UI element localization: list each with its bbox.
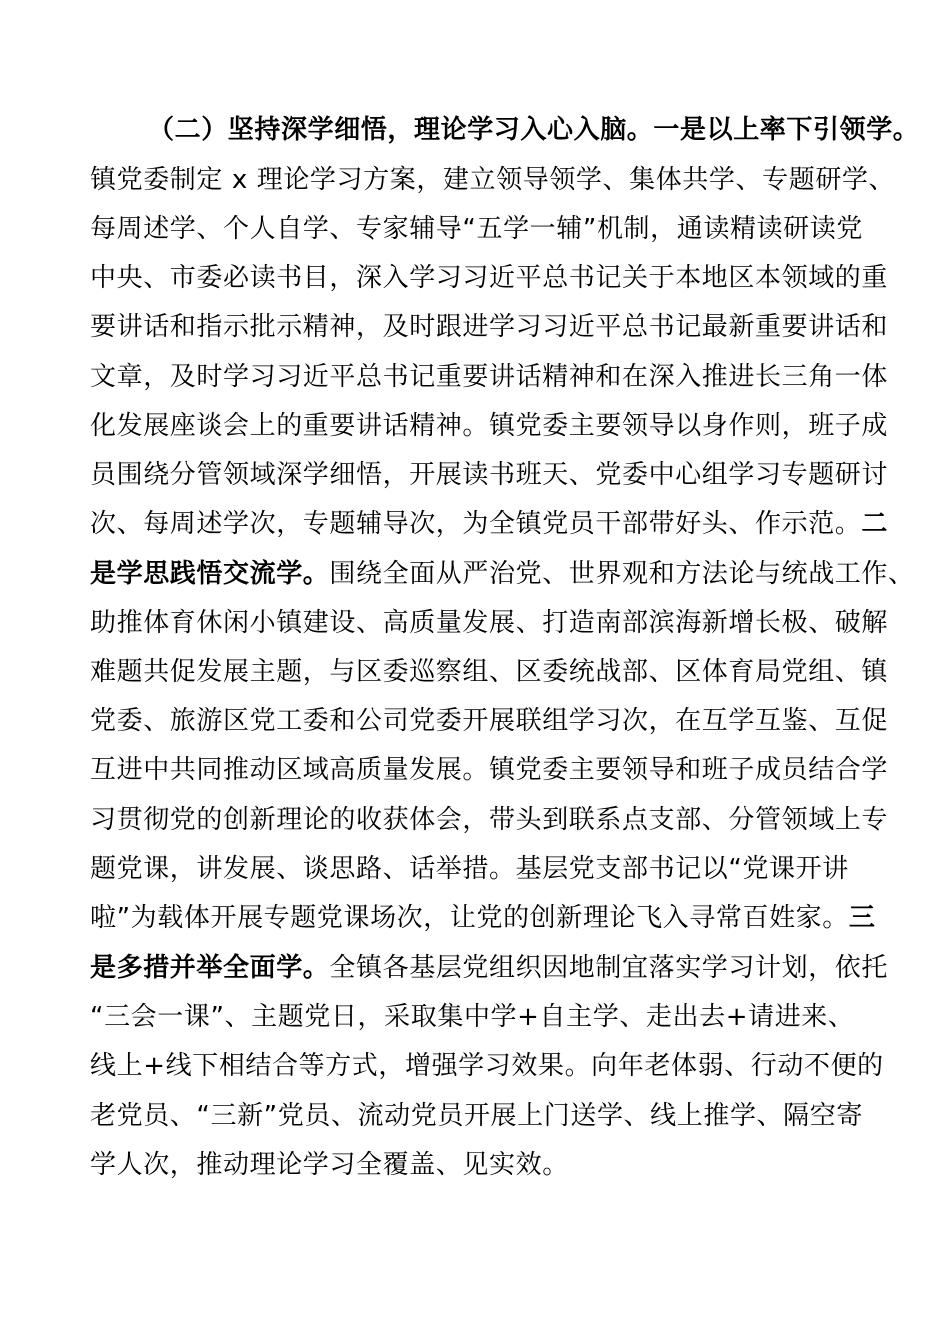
bold-heading: 二 <box>861 509 889 539</box>
line-text: 互进中共同推动区域高质量发展。镇党委主要领导和班子成员结合学 <box>90 755 889 785</box>
paragraph-line <box>90 1100 863 1132</box>
paragraph-line <box>90 410 888 442</box>
bold-heading: 三 <box>848 903 876 933</box>
paragraph-line <box>90 656 888 688</box>
line-text: 次、每周述学次，专题辅导次，为全镇党员干部带好头、作示范。 <box>90 509 862 539</box>
line-text: 每周述学、个人自学、专家辅导“五学一辅”机制，通读精读研读党 <box>90 214 863 244</box>
paragraph-line <box>90 262 888 294</box>
paragraph-line <box>90 164 895 196</box>
line-text: “三会一课”、主题党日，采取集中学+自主学、走出去+请进来、 <box>90 1002 855 1032</box>
line-text: 难题共促发展主题，与区委巡察组、区委统战部、区体育局党组、镇 <box>90 657 889 687</box>
line-text: 啦”为载体开展专题党课场次，让党的创新理论飞入寻常百姓家。 <box>90 903 849 933</box>
paragraph-line <box>90 853 849 885</box>
paragraph-line <box>90 952 888 984</box>
line-text: 线上+线下相结合等方式，增强学习效果。向年老体弱、行动不便的 <box>90 1051 884 1081</box>
paragraph-line <box>90 213 863 245</box>
paragraph-line <box>90 558 915 590</box>
paragraph-line <box>90 1149 569 1181</box>
line-text: 围绕全面从严治党、世界观和方法论与统战工作、 <box>329 559 915 589</box>
line-text: 员围绕分管领域深学细悟，开展读书班天、党委中心组学习专题研讨 <box>90 460 889 490</box>
line-text: 镇党委制定 x 理论学习方案，建立领导领学、集体共学、专题研学、 <box>90 165 896 195</box>
line-text: 文章，及时学习习近平总书记重要讲话精神和在深入推进长三角一体 <box>90 362 889 392</box>
paragraph-line <box>148 114 919 146</box>
paragraph-line <box>90 754 888 786</box>
line-text: 要讲话和指示批示精神，及时跟进学习习近平总书记最新重要讲话和 <box>90 312 889 342</box>
line-text: 题党课，讲发展、谈思路、话举措。基层党支部书记以“党课开讲 <box>90 854 849 884</box>
line-text: 中央、市委必读书目，深入学习习近平总书记关于本地区本领域的重 <box>90 263 889 293</box>
bold-heading: 是多措并举全面学。 <box>90 953 330 983</box>
bold-heading: （二）坚持深学细悟，理论学习入心入脑。一是以上率下引领学。 <box>148 115 920 145</box>
line-text: 习贯彻党的创新理论的收获体会，带头到联系点支部、分管领域上专 <box>90 805 889 835</box>
line-text: 全镇各基层党组织因地制宜落实学习计划，依托 <box>329 953 889 983</box>
paragraph-line <box>90 1001 855 1033</box>
line-text: 助推体育休闲小镇建设、高质量发展、打造南部滨海新增长极、破解 <box>90 608 889 638</box>
line-text: 党委、旅游区党工委和公司党委开展联组学习次，在互学互鉴、互促 <box>90 706 889 736</box>
paragraph-line <box>90 459 888 491</box>
line-text: 学人次，推动理论学习全覆盖、见实效。 <box>90 1150 569 1180</box>
paragraph-line <box>90 902 875 934</box>
bold-heading: 是学思践悟交流学。 <box>90 559 330 589</box>
paragraph-line <box>90 361 888 393</box>
paragraph-line <box>90 607 888 639</box>
paragraph-line <box>90 1050 884 1082</box>
paragraph-line <box>90 804 888 836</box>
paragraph-line <box>90 311 888 343</box>
paragraph-line <box>90 508 888 540</box>
paragraph-line <box>90 705 888 737</box>
line-text: 老党员、“三新”党员、流动党员开展上门送学、线上推学、隔空寄 <box>90 1101 863 1131</box>
line-text: 化发展座谈会上的重要讲话精神。镇党委主要领导以身作则，班子成 <box>90 411 889 441</box>
